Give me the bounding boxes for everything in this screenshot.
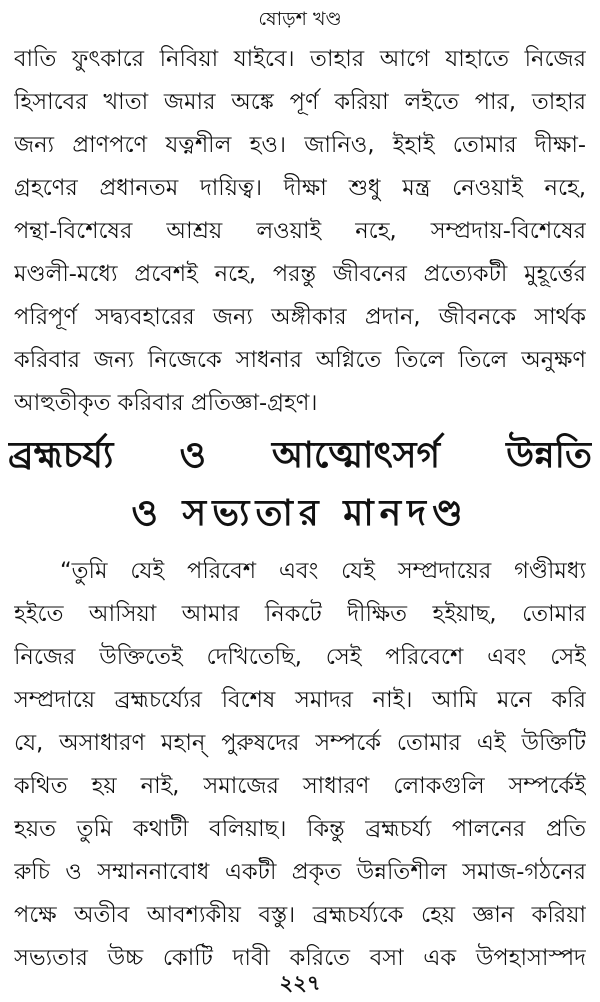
text-line: সভ্যতার উচ্চ কোটি দাবী করিতে বসা এক উপহাসাস্পদ [14, 945, 586, 971]
paragraph-2 [14, 550, 586, 980]
paragraph-1 [14, 38, 586, 425]
text-line: করিবার জন্য নিজেকে সাধনার অগ্নিতে তিলে তিলে অনুক্ষণ [14, 347, 586, 373]
text-line: জন্য প্রাণপণে যত্নশীল হও। জানিও, ইহাই তোমার দীক্ষা- [14, 132, 586, 158]
text-line: রুচি ও সম্মাননাবোধ একটী প্রকৃত উন্নতিশীল সমাজ-গঠনের [14, 859, 586, 885]
text-line: হিসাবের খাতা জমার অঙ্কে পূর্ণ করিয়া লইতে পার, তাহার [14, 89, 586, 115]
text-line: মণ্ডলী-মধ্যে প্রবেশই নহে, পরন্তু জীবনের প্রত্যেকটী মুহূর্ত্তের [14, 261, 586, 287]
running-head: ষোড়শ খণ্ড [258, 8, 342, 30]
text-line: নিজের উক্তিতেই দেখিতেছি, সেই পরিবেশে এবং সেই [14, 644, 586, 670]
text-line: “তুমি যেই পরিবেশ এবং যেই সম্প্রদায়ের গণ্ডীমধ্য [60, 558, 586, 584]
text-line: যে, অসাধারণ মহান্ পুরুষদের সম্পর্কে তোমার এই উক্তিটি [14, 730, 586, 756]
text-line: পরিপূর্ণ সদ্ব্যবহারের জন্য অঙ্গীকার প্রদান, জীবনকে সার্থক [14, 304, 586, 330]
text-line: পক্ষে অতীব আবশ্যকীয় বস্তু। ব্রহ্মচর্য্যকে হেয় জ্ঞান করিয়া [14, 902, 586, 928]
text-line: পন্থা-বিশেষের আশ্রয় লওয়াই নহে, সম্প্রদায়-বিশেষের [14, 218, 586, 244]
section-heading-line-2: ও সভ্যতার মানদণ্ড [131, 493, 469, 534]
text-line: হইতে আসিয়া আমার নিকটে দীক্ষিত হইয়াছ, তোমার [14, 601, 586, 627]
page-number: ২২৭ [279, 971, 321, 995]
text-line: কথিত হয় নাই, সমাজের সাধারণ লোকগুলি সম্পর্কেই [14, 773, 586, 799]
section-heading-line-1: ব্রহ্মচর্য্য ও আত্মোৎসর্গ উন্নতি [8, 435, 592, 476]
text-line: হয়ত তুমি কথাটী বলিয়াছ। কিন্তু ব্রহ্মচর্য্য পালনের প্রতি [14, 816, 586, 842]
text-line: গ্রহণের প্রধানতম দায়িত্ব। দীক্ষা শুধু মন্ত্র নেওয়াই নহে, [14, 175, 586, 201]
text-line: সম্প্রদায়ে ব্রহ্মচর্য্যের বিশেষ সমাদর নাই। আমি মনে করি [14, 687, 586, 713]
text-line: বাতি ফুৎকারে নিবিয়া যাইবে। তাহার আগে যাহাতে নিজের [14, 46, 586, 72]
text-line: আহুতীকৃত করিবার প্রতিজ্ঞা-গ্রহণ। [14, 390, 318, 416]
